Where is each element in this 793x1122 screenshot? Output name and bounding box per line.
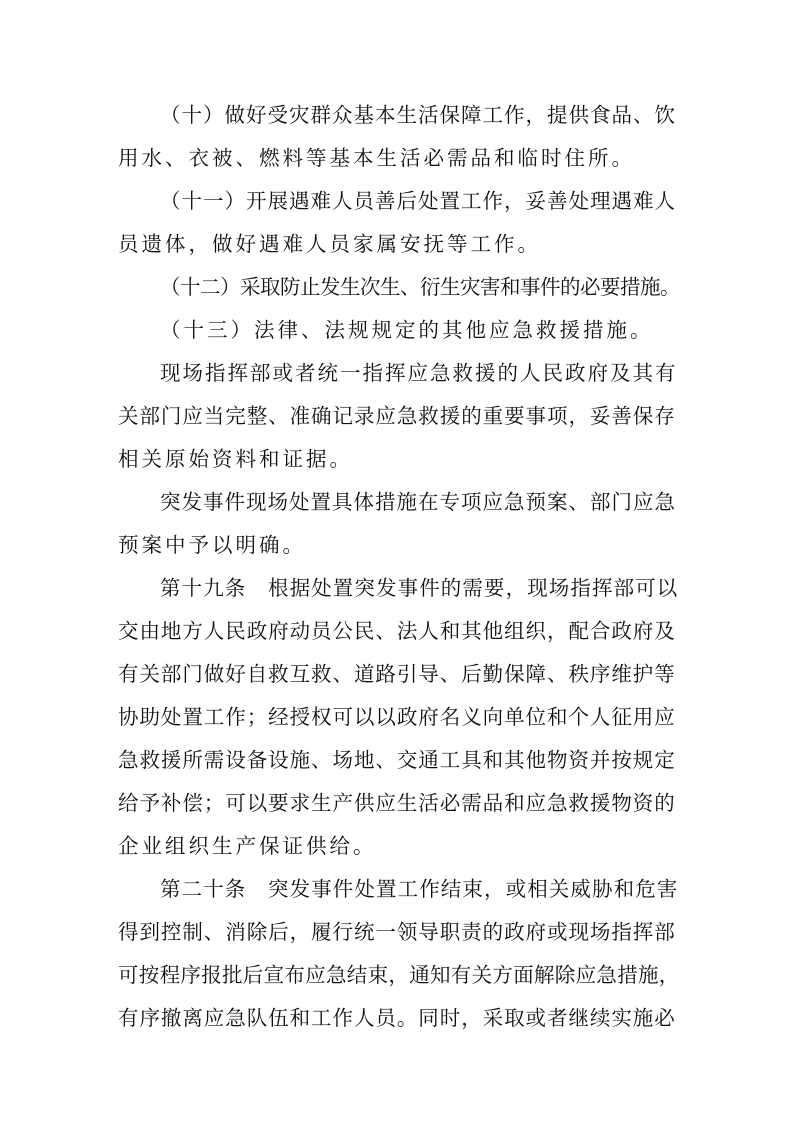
text-line <box>0 869 793 909</box>
text-line <box>0 396 793 436</box>
text-line-content: 用水、衣被、燃料等基本生活必需品和临时住所。 <box>118 146 635 170</box>
text-line-content: 员遗体，做好遇难人员家属安抚等工作。 <box>118 232 541 256</box>
text-line <box>0 525 793 565</box>
text-line-content: 有序撤离应急队伍和工作人员。同时，采取或者继续实施必 <box>118 1006 676 1030</box>
text-line <box>0 95 793 135</box>
text-line <box>0 310 793 350</box>
text-line-content: （十二）采取防止发生次生、衍生灾害和事件的必要措施。 <box>160 275 680 299</box>
text-line <box>0 998 793 1038</box>
text-line <box>0 224 793 264</box>
text-line <box>0 267 793 307</box>
text-line <box>0 353 793 393</box>
text-line-content: 第十九条 根据处置突发事件的需要，现场指挥部可以 <box>160 576 679 600</box>
text-line <box>0 568 793 608</box>
text-line-content: 突发事件现场处置具体措施在专项应急预案、部门应急 <box>160 490 676 514</box>
text-line <box>0 740 793 780</box>
text-line-content: 预案中予以明确。 <box>118 533 306 557</box>
text-line <box>0 783 793 823</box>
text-line-content: 急救援所需设备设施、场地、交通工具和其他物资并按规定 <box>118 748 676 772</box>
text-line-content: 有关部门做好自救互救、道路引导、后勤保障、秩序维护等 <box>118 662 676 686</box>
text-line-content: 给予补偿；可以要求生产供应生活必需品和应急救援物资的 <box>118 791 676 815</box>
text-line <box>0 181 793 221</box>
text-line <box>0 482 793 522</box>
text-line-content: 交由地方人民政府动员公民、法人和其他组织，配合政府及 <box>118 619 676 643</box>
text-line <box>0 912 793 952</box>
text-line <box>0 697 793 737</box>
text-line-content: （十）做好受灾群众基本生活保障工作，提供食品、饮 <box>160 103 676 127</box>
text-line-content: 可按程序报批后宣布应急结束，通知有关方面解除应急措施， <box>118 963 680 987</box>
text-line <box>0 138 793 178</box>
text-line <box>0 826 793 866</box>
text-line <box>0 439 793 479</box>
text-line-content: （十一）开展遇难人员善后处置工作，妥善处理遇难人 <box>160 189 676 213</box>
text-line-content: 企业组织生产保证供给。 <box>118 834 377 858</box>
text-line-content: 得到控制、消除后，履行统一领导职责的政府或现场指挥部 <box>118 920 676 944</box>
text-line-content: 协助处置工作；经授权可以以政府名义向单位和个人征用应 <box>118 705 676 729</box>
text-line-content: 第二十条 突发事件处置工作结束，或相关威胁和危害 <box>160 877 679 901</box>
text-line <box>0 955 793 995</box>
text-line-content: 关部门应当完整、准确记录应急救援的重要事项，妥善保存 <box>118 404 676 428</box>
text-line-content: （十三）法律、法规规定的其他应急救援措施。 <box>160 318 654 342</box>
text-line-content: 现场指挥部或者统一指挥应急救援的人民政府及其有 <box>160 361 678 385</box>
text-line <box>0 611 793 651</box>
text-line <box>0 654 793 694</box>
text-line-content: 相关原始资料和证据。 <box>118 447 353 471</box>
